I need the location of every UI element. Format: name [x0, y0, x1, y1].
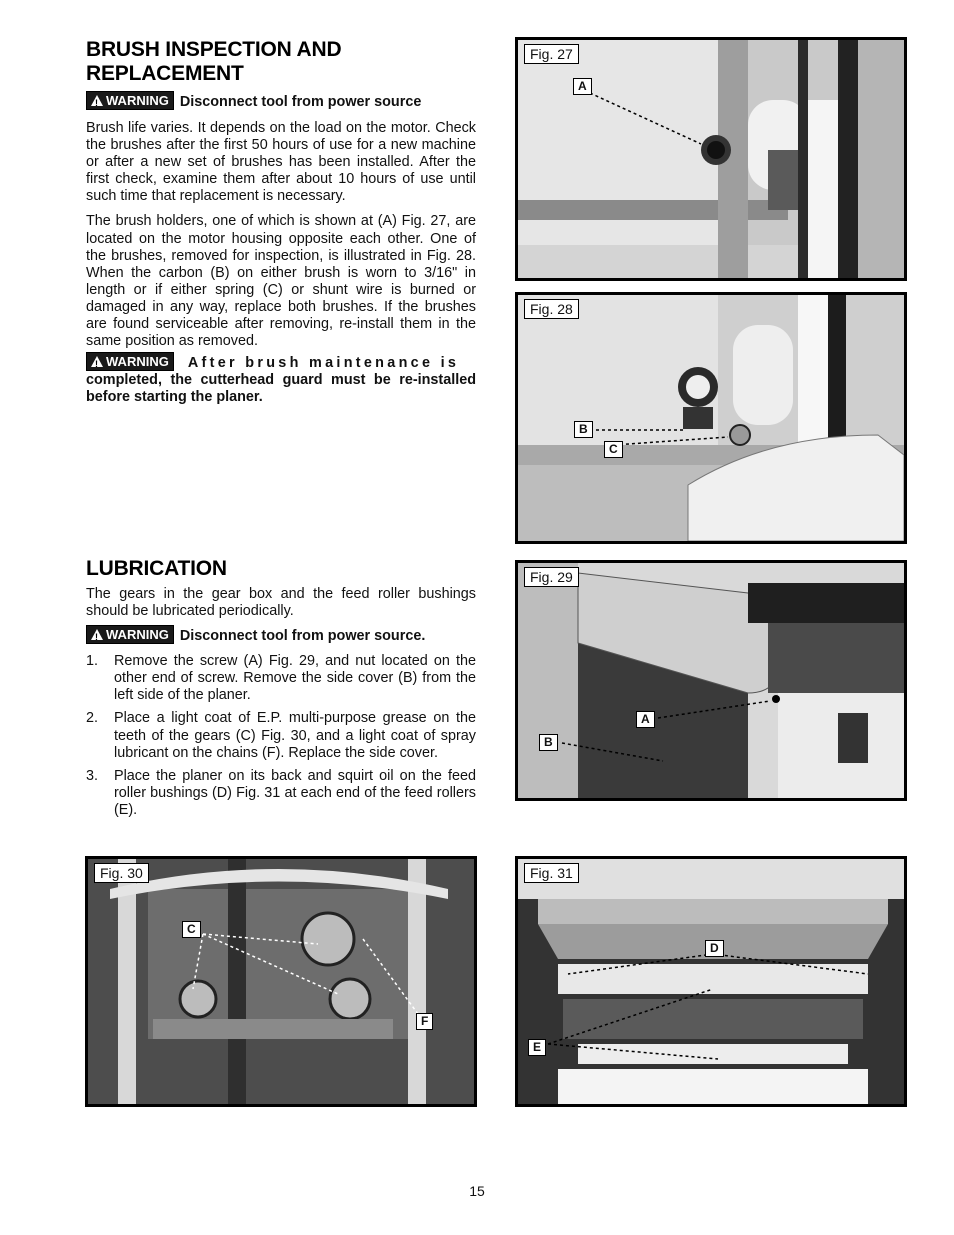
warning-badge: !WARNING: [86, 625, 174, 644]
callout-c: C: [182, 921, 201, 938]
figure-31: [515, 856, 907, 1107]
lubrication-warning: [86, 625, 476, 645]
list-item: 3. Place the planer on its back and squirt oil on the feed roller bushings (D) Fig. 31 at each end of the feed rollers (E).: [86, 767, 476, 818]
lubrication-steps: [86, 653, 476, 819]
callout-d: D: [705, 940, 724, 957]
figure-label: Fig. 31: [524, 863, 579, 883]
fig31-photo: [518, 859, 904, 1104]
warning-triangle-icon: [91, 629, 103, 640]
fig30-photo: [88, 859, 474, 1104]
page-number: 15: [469, 1183, 485, 1199]
figure-30: [85, 856, 477, 1107]
brush-section: [86, 38, 476, 406]
brush-heading: BRUSH INSPECTION AND REPLACEMENT: [86, 38, 342, 85]
fig28-photo: [518, 295, 904, 541]
fig27-photo: [518, 40, 904, 278]
callout-b: B: [574, 421, 593, 438]
warning-text: Disconnect tool from power source: [179, 94, 422, 110]
lubrication-section: [86, 557, 476, 825]
callout-a: A: [573, 78, 592, 95]
warning-badge: !WARNING: [86, 352, 174, 371]
brush-warning-2: [86, 352, 476, 406]
figure-27: [515, 37, 907, 281]
figure-label: Fig. 27: [524, 44, 579, 64]
callout-b: B: [539, 734, 558, 751]
lubrication-paragraph: The gears in the gear box and the feed roller bushings should be lubricated periodically.: [86, 586, 476, 620]
callout-f: F: [416, 1013, 433, 1030]
figure-28: [515, 292, 907, 544]
brush-paragraph-1: Brush life varies. It depends on the load on the motor. Check the brushes after the first 50 hours of use for a new machine or after a new set of brushes has been installed. After the first check, examine them after about 10 hours of use until such time that replacement is necessary.: [86, 120, 476, 205]
warning-text-rest: completed, the cutterhead guard must be re-installed before starting the planer.: [86, 372, 476, 406]
warning-triangle-icon: [91, 95, 103, 106]
warning-badge: !WARNING: [86, 91, 174, 110]
warning-text: Disconnect tool from power source.: [179, 628, 426, 645]
list-item: 2. Place a light coat of E.P. multi-purpose grease on the teeth of the gears (C) Fig. 30, and a light coat of spray lubricant on the chains (F). Replace the side cover.: [86, 710, 476, 761]
figure-29: [515, 560, 907, 801]
fig29-photo: [518, 563, 904, 798]
lubrication-heading: LUBRICATION: [86, 557, 227, 580]
figure-label: Fig. 28: [524, 299, 579, 319]
warning-triangle-icon: [91, 356, 103, 367]
brush-warning-1: [86, 91, 476, 111]
brush-paragraph-2: The brush holders, one of which is shown at (A) Fig. 27, are located on the motor housing opposite each other. One of the brushes, removed for inspection, is illustrated in Fig. 28. When the carbon (B) on either brush is worn to 3/16" in length or if either spring (C) or shunt wire is burned or damaged in any way, replace both brushes. If the brushes are found serviceable after removing, re-install them in the same position as removed.: [86, 213, 476, 350]
list-item: 1. Remove the screw (A) Fig. 29, and nut located on the other end of screw. Remove the side cover (B) from the left side of the planer.: [86, 653, 476, 704]
callout-a: A: [636, 711, 655, 728]
callout-e: E: [528, 1039, 546, 1056]
figure-label: Fig. 30: [94, 863, 149, 883]
figure-label: Fig. 29: [524, 567, 579, 587]
warning-text-spaced: After brush maintenance is: [187, 355, 460, 372]
callout-c: C: [604, 441, 623, 458]
